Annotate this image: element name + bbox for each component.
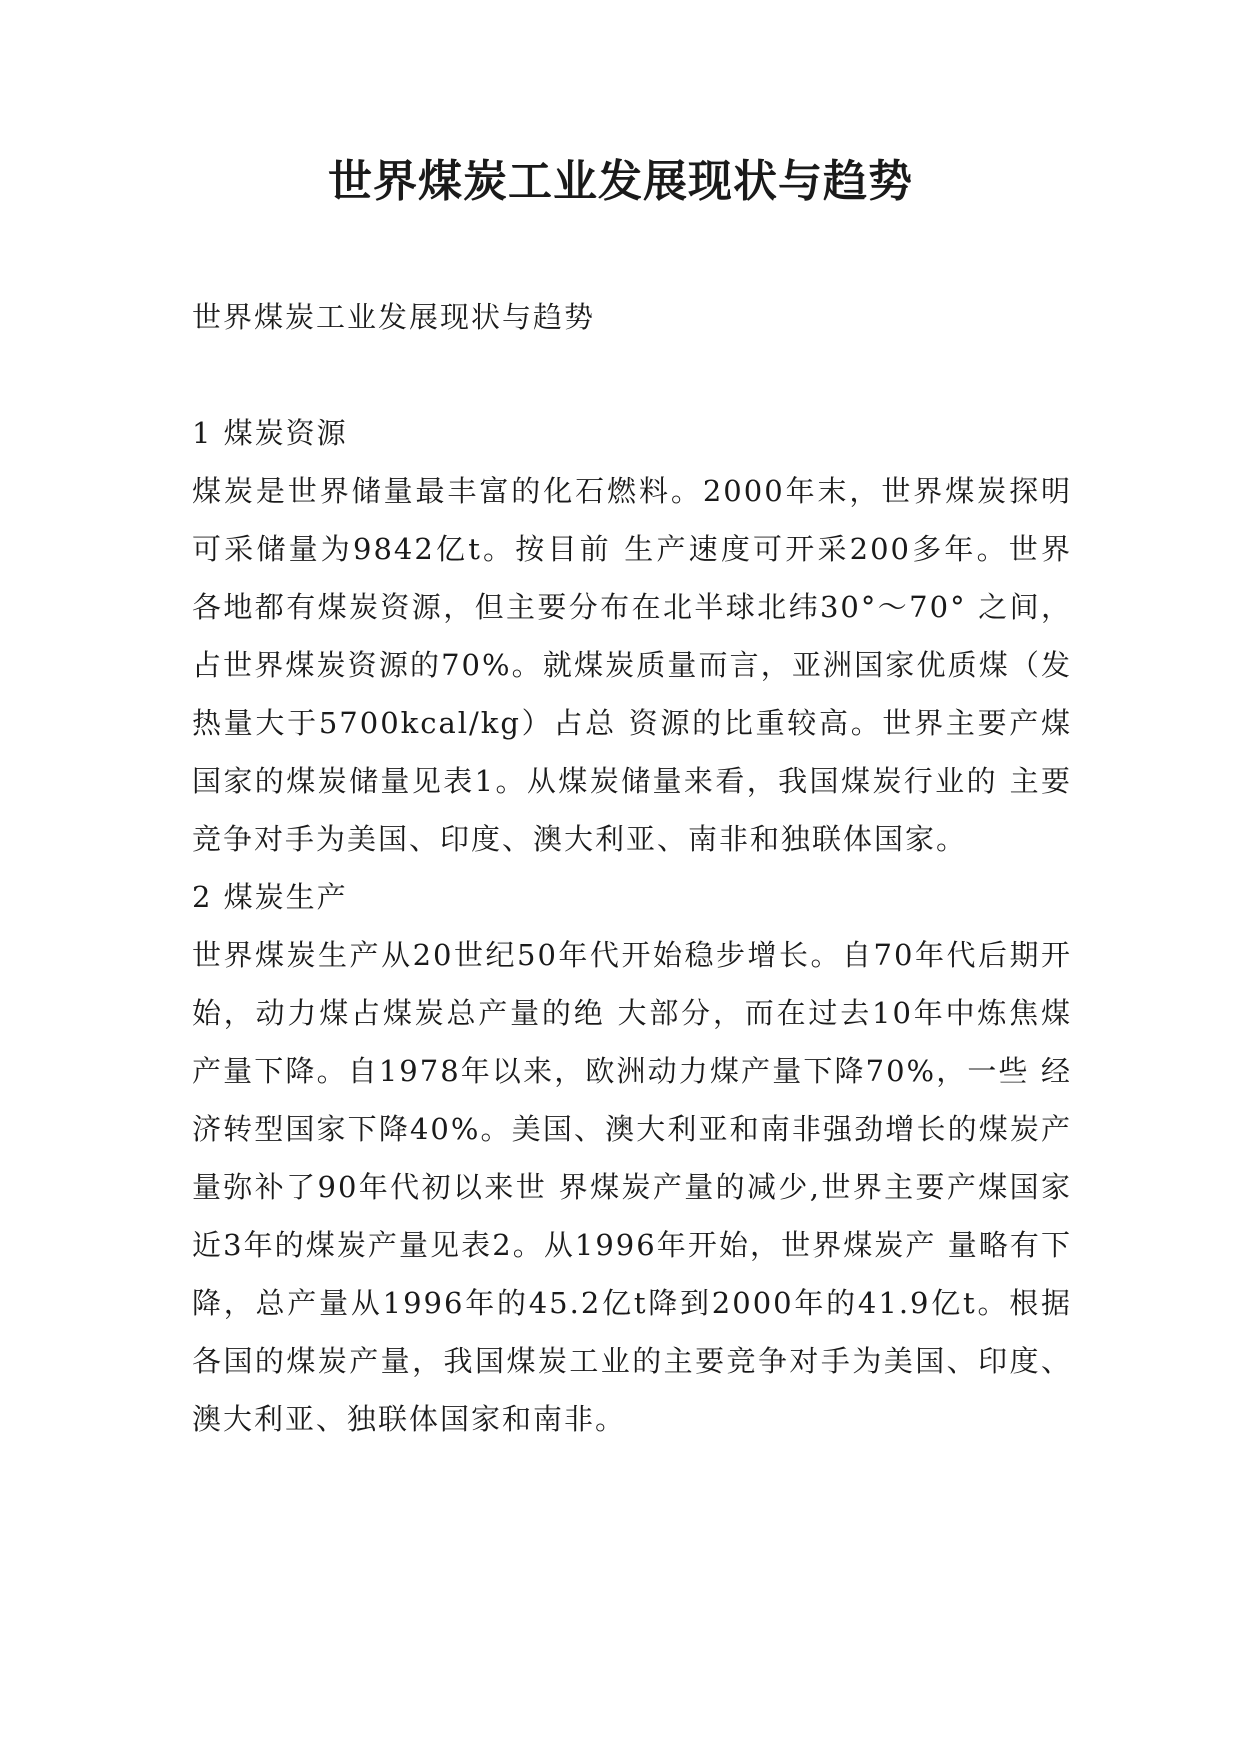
document-subtitle: 世界煤炭工业发展现状与趋势 xyxy=(192,300,596,334)
section-paragraph: 世界煤炭生产从20世纪50年代开始稳步增长。自70年代后期开始，动力煤占煤炭总产量的绝 大部分，而在过去10年中炼焦煤产量下降。自1978年以来，欧洲动力煤产量下降70%，一些 经济转型国家下降40%。美国、澳大利亚和南非强劲增长的煤炭产量弥补了90年代初以来世 界煤炭产量的减少,世界主要产煤国家近3年的煤炭产量见表2。从1996年开始，世界煤炭产 量略有下降，总产量从1996年的45.2亿t降到2000年的41.9亿t。根据各国的煤炭产量，我国煤炭工业的主要竞争对手为美国、印度、澳大利亚、独联体国家和南非。 xyxy=(192,938,1072,1436)
section-coal-resources xyxy=(192,404,1072,868)
section-paragraph: 煤炭是世界储量最丰富的化石燃料。2000年末，世界煤炭探明可采储量为9842亿t。按目前 生产速度可开采200多年。世界各地都有煤炭资源，但主要分布在北半球北纬30°～70° 之间， 占世界煤炭资源的70%。就煤炭质量而言，亚洲国家优质煤（发热量大于5700kcal/kg）占总 资源的比重较高。世界主要产煤国家的煤炭储量见表1。从煤炭储量来看，我国煤炭行业的 主要竞争对手为美国、印度、澳大利亚、南非和独联体国家。 xyxy=(192,474,1072,856)
section-heading: 1 煤炭资源 xyxy=(192,416,348,450)
section-coal-production xyxy=(192,868,1072,1448)
document-body xyxy=(192,288,1072,1448)
document-title: 世界煤炭工业发展现状与趋势 xyxy=(328,156,913,207)
section-heading: 2 煤炭生产 xyxy=(192,880,348,914)
